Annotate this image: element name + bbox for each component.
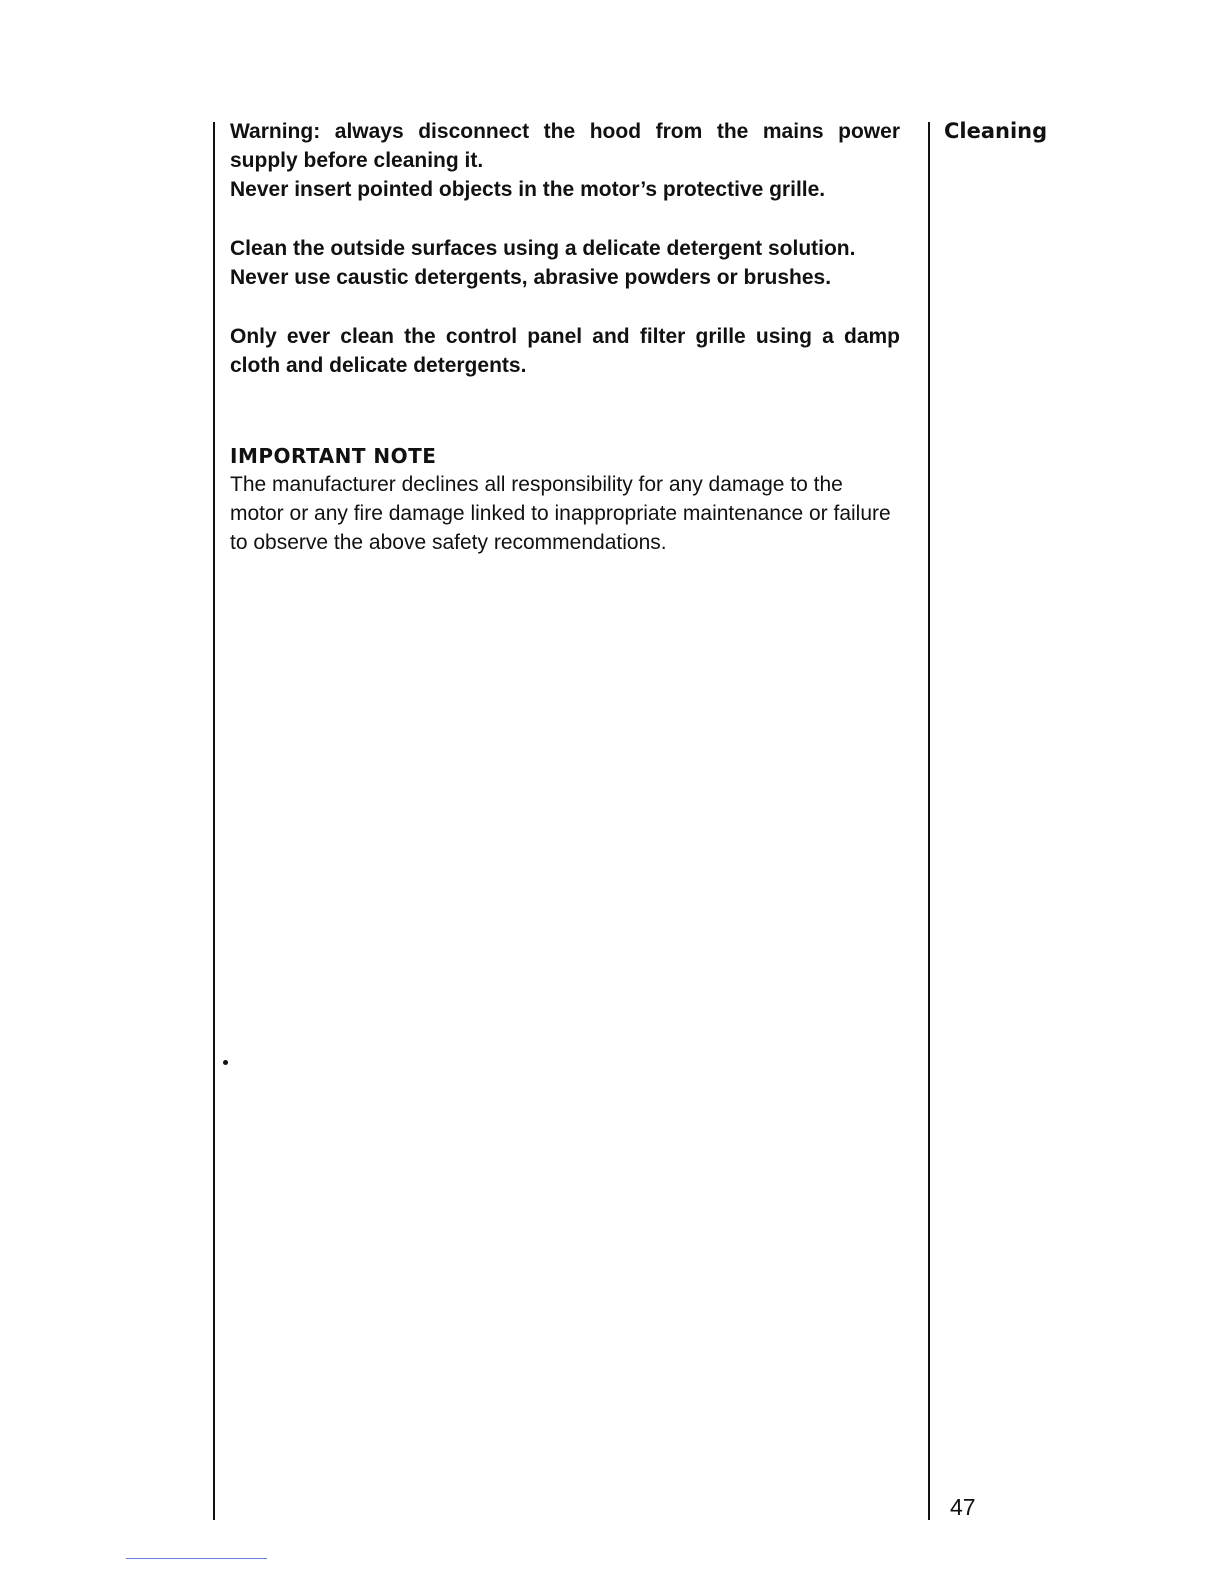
warning-grille-text: Never insert pointed objects in the motor’s protective grille. [230,178,826,201]
section-title: Cleaning [944,119,1048,143]
right-column-rule [928,122,930,1520]
warning-disconnect-text: Warning: always disconnect the hood from the mains power supply before cleaning it. [230,120,900,172]
scan-speck [223,1060,228,1065]
surfaces-cleaning-text: Clean the outside surfaces using a delicate detergent solution. [230,237,856,260]
important-note-body: The manufacturer declines all responsibility for any damage to the motor or any fire damage linked to inappropriate maintenance or failure to observe the above safety recommendations. [230,473,891,554]
left-column-rule [213,122,215,1520]
footer-line [126,1558,267,1559]
caustic-warning-text: Never use caustic detergents, abrasive powders or brushes. [230,266,832,289]
important-note-heading: IMPORTANT NOTE [230,444,437,468]
page-number: 47 [950,1494,976,1520]
control-panel-text: Only ever clean the control panel and filter grille using a damp cloth and delicate detergents. [230,325,900,377]
main-content [230,117,900,557]
